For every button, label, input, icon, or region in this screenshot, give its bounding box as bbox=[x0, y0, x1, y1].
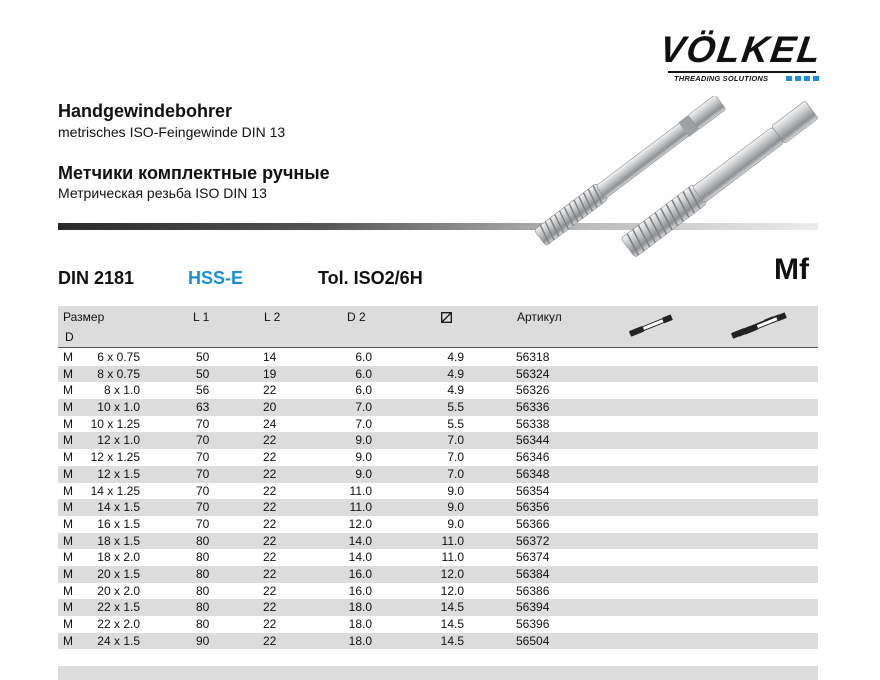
table-row: M 16 x 1.5 70 22 12.0 9.0 56366 bbox=[63, 516, 550, 531]
header-size: Размер bbox=[63, 310, 105, 324]
brand-logo bbox=[657, 29, 826, 86]
subtitle-german: metrisches ISO-Feingewinde DIN 13 bbox=[58, 124, 286, 140]
footer-band bbox=[58, 666, 818, 680]
table-row: M 20 x 2.0 80 22 16.0 12.0 56386 bbox=[63, 583, 550, 598]
table-row: M 14 x 1.5 70 22 11.0 9.0 56356 bbox=[58, 499, 818, 516]
tolerance-label: Tol. ISO2/6H bbox=[318, 268, 423, 288]
hand-taps-image bbox=[520, 96, 820, 266]
tap-set-icon bbox=[730, 310, 792, 340]
title-russian: Метчики комплектные ручные bbox=[58, 163, 330, 183]
logo-dots bbox=[786, 76, 819, 81]
header-size-sub: D bbox=[65, 330, 74, 344]
subtitle-russian: Метрическая резьба ISO DIN 13 bbox=[58, 185, 267, 201]
table-row: M 6 x 0.75 50 14 6.0 4.9 56318 bbox=[63, 350, 550, 364]
table-row: M 12 x 1.25 70 22 9.0 7.0 56346 bbox=[63, 450, 550, 465]
header-l1: L 1 bbox=[193, 310, 210, 324]
material-label: HSS-E bbox=[188, 268, 244, 288]
single-tap-icon bbox=[626, 312, 676, 340]
brand-tagline: THREADING SOLUTIONS bbox=[674, 74, 769, 83]
brand-name: VÖLKEL bbox=[657, 29, 826, 70]
thread-code-label: Mf bbox=[774, 253, 809, 286]
table-row: M 20 x 1.5 80 22 16.0 12.0 56384 bbox=[58, 566, 818, 583]
logo-underline bbox=[668, 71, 816, 73]
table-row: M 22 x 2.0 80 22 18.0 14.5 56396 bbox=[63, 617, 550, 631]
table-row: M 12 x 1.0 70 22 9.0 7.0 56344 bbox=[58, 432, 818, 449]
table-row: M 10 x 1.25 70 24 7.0 5.5 56338 bbox=[63, 416, 550, 431]
table-row: M 24 x 1.5 90 22 18.0 14.5 56504 bbox=[58, 633, 818, 650]
standard-label: DIN 2181 bbox=[58, 268, 135, 288]
title-german: Handgewindebohrer bbox=[58, 101, 233, 121]
table-row: M 14 x 1.25 70 22 11.0 9.0 56354 bbox=[63, 483, 550, 498]
table-header bbox=[58, 306, 818, 348]
table-row: M 8 x 1.0 56 22 6.0 4.9 56326 bbox=[63, 383, 550, 398]
table-row: M 12 x 1.5 70 22 9.0 7.0 56348 bbox=[58, 466, 818, 483]
table-row: M 18 x 2.0 80 22 14.0 11.0 56374 bbox=[63, 550, 550, 565]
header-article: Артикул bbox=[517, 310, 562, 324]
square-icon bbox=[441, 312, 452, 323]
table-row: M 10 x 1.0 63 20 7.0 5.5 56336 bbox=[58, 399, 818, 416]
table-row: M 8 x 0.75 50 19 6.0 4.9 56324 bbox=[58, 366, 818, 383]
table-body bbox=[58, 349, 818, 649]
table-row: M 18 x 1.5 80 22 14.0 11.0 56372 bbox=[58, 533, 818, 550]
header-d2: D 2 bbox=[347, 310, 366, 324]
header-l2: L 2 bbox=[264, 310, 281, 324]
table-row: M 22 x 1.5 80 22 18.0 14.5 56394 bbox=[58, 599, 818, 616]
